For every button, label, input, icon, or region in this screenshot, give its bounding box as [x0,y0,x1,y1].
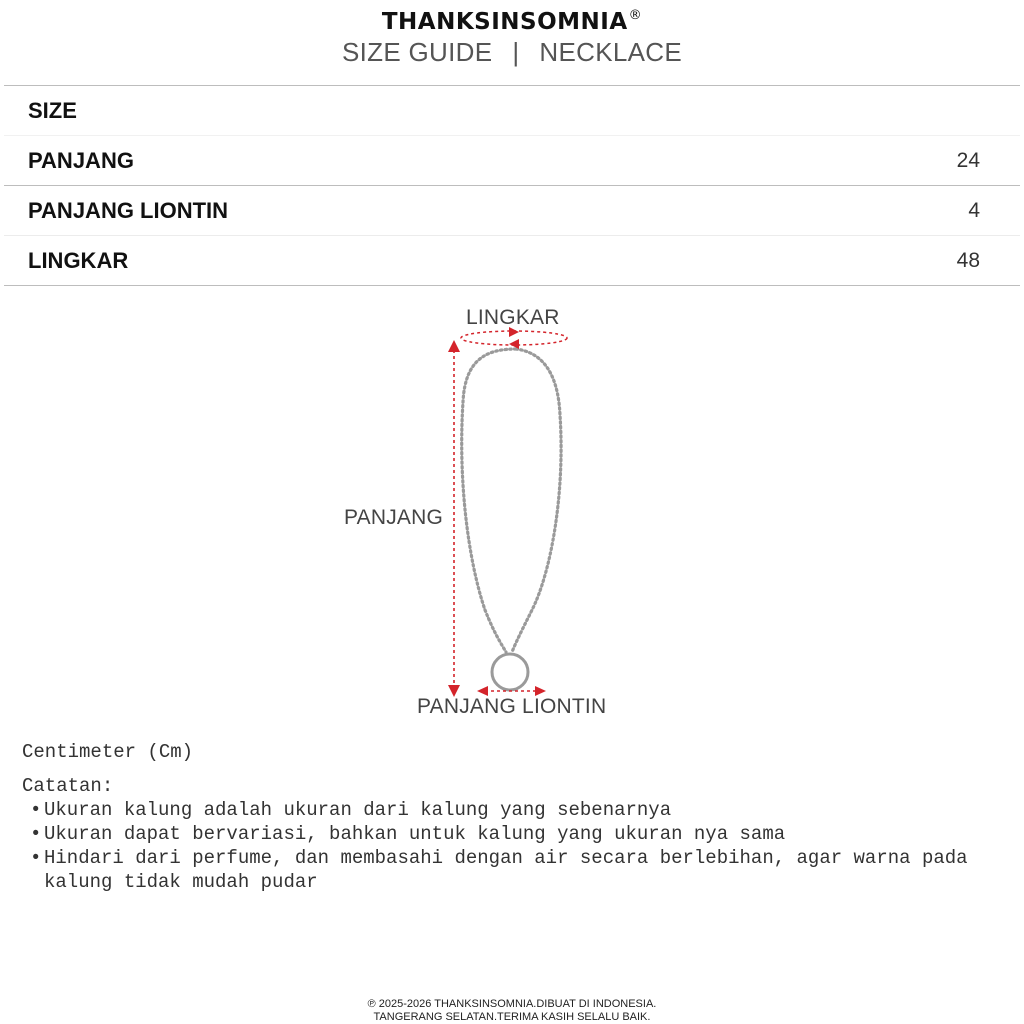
title-size-guide: SIZE GUIDE [342,37,493,67]
row-value-panjang-liontin: 4 [968,198,980,222]
length-arrowhead-top [448,340,460,352]
note-text: Ukuran dapat bervariasi, bahkan untuk kalung yang ukuran nya sama [44,823,786,845]
table-row [4,236,1020,286]
unit-note: Centimeter (Cm) [22,741,194,763]
table-row [4,186,1020,236]
necklace-illustration [0,290,1024,730]
table-row [4,136,1020,186]
note-text: Ukuran kalung adalah ukuran dari kalung yang sebenarnya [44,799,672,821]
registered-mark: ® [628,8,643,23]
list-item [30,822,1022,846]
notes-title: Catatan: [22,775,114,797]
title-product: NECKLACE [539,37,682,67]
note-text: Hindari dari perfume, dan membasahi dengan air secara berlebihan, agar warna pada kalung tidak mudah pudar [44,847,968,893]
necklace-chain [462,349,561,652]
list-item [30,846,1022,894]
notes-section [22,740,1022,894]
title-separator: | [512,37,520,67]
size-table [4,86,1020,286]
notes-list [22,798,1022,894]
lingkar-label: LINGKAR [466,306,560,329]
row-value-lingkar: 48 [956,248,980,272]
panjang-liontin-label: PANJANG LIONTIN [417,695,607,718]
row-label-lingkar: LINGKAR [28,247,129,273]
list-item [30,798,1022,822]
bullet-icon: • [30,847,42,869]
size-header-label: SIZE [28,97,77,123]
footer-line-2: TANGERANG SELATAN.TERIMA KASIH SELALU BAIK. [373,1011,651,1023]
panjang-label: PANJANG [344,506,444,529]
brand-logo [0,0,1024,38]
footer-line-1: ℗ 2025-2026 THANKSINSOMNIA.DIBUAT DI INDONESIA. [367,998,657,1010]
brand-name: THANKSINSOMNIA [381,9,628,35]
row-label-panjang: PANJANG [28,147,134,173]
footer [0,998,1024,1024]
necklace-diagram [0,290,1024,730]
bullet-icon: • [30,823,42,845]
pendant-ring [492,654,528,690]
row-value-panjang: 24 [956,148,980,172]
row-label-panjang-liontin: PANJANG LIONTIN [28,197,229,223]
bullet-icon: • [30,799,42,821]
size-table-header [4,86,1020,136]
page-title [0,36,1024,68]
